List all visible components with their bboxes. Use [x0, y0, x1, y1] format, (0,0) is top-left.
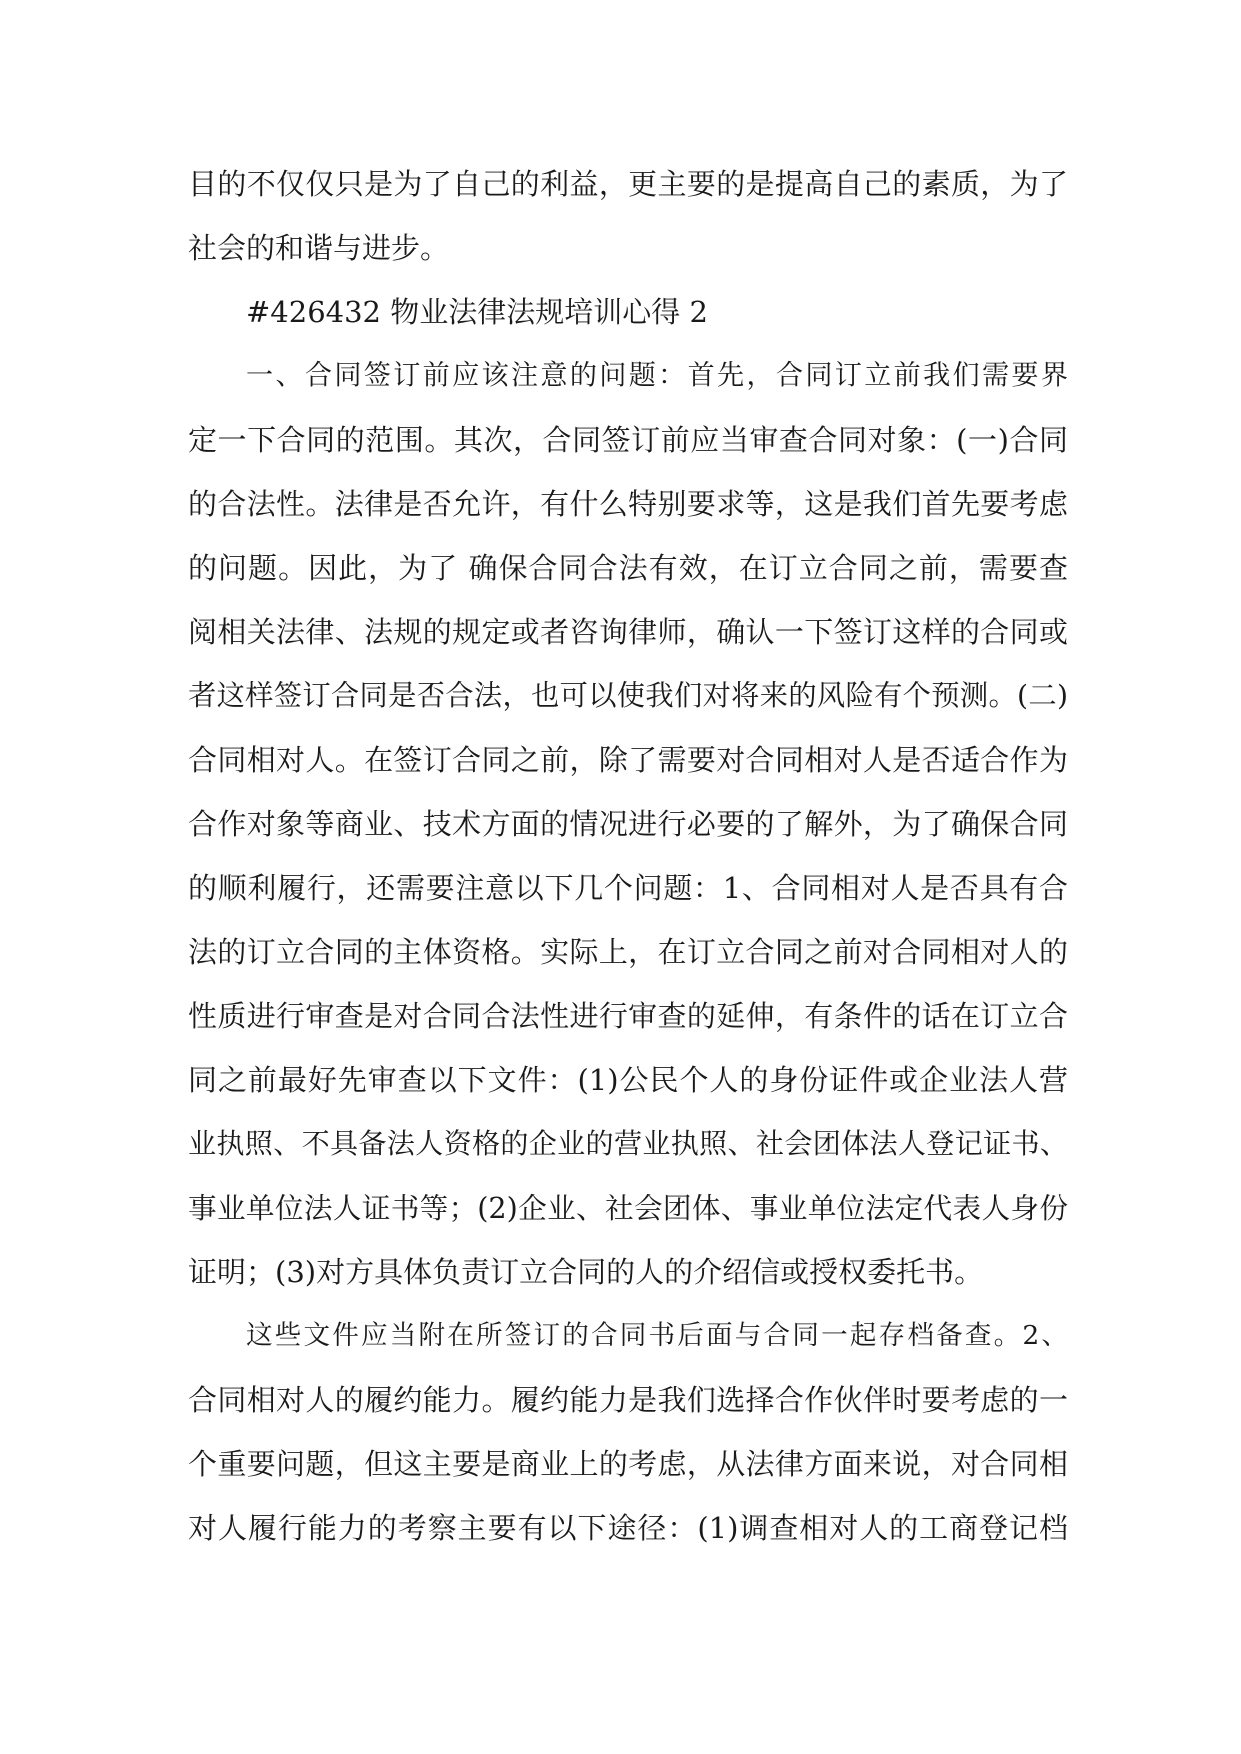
text-line: 目的不仅仅只是为了自己的利益，更主要的是提高自己的素质，为了 [188, 167, 1068, 201]
text-line: 者这样签订合同是否合法，也可以使我们对将来的风险有个预测。(二) [188, 679, 1068, 712]
text-line: 合作对象等商业、技术方面的情况进行必要的了解外，为了确保合同 [188, 807, 1068, 841]
text-line: 法的订立合同的主体资格。实际上，在订立合同之前对合同相对人的 [188, 935, 1068, 969]
text-line: 性质进行审查是对合同合法性进行审查的延伸，有条件的话在订立合 [188, 999, 1068, 1033]
text-line: #426432 物业法律法规培训心得 2 [246, 295, 708, 329]
text-line: 定一下合同的范围。其次，合同签订前应当审查合同对象：(一)合同 [188, 423, 1068, 457]
text-line: 个重要问题，但这主要是商业上的考虑，从法律方面来说，对合同相 [188, 1447, 1068, 1481]
text-line: 阅相关法律、法规的规定或者咨询律师，确认一下签订这样的合同或 [188, 615, 1068, 649]
text-line: 合同相对人。在签订合同之前，除了需要对合同相对人是否适合作为 [188, 743, 1068, 777]
text-line: 这些文件应当附在所签订的合同书后面与合同一起存档备查。2、 [246, 1320, 1068, 1351]
text-line: 证明；(3)对方具体负责订立合同的人的介绍信或授权委托书。 [188, 1255, 984, 1289]
text-line: 的合法性。法律是否允许，有什么特别要求等，这是我们首先要考虑 [188, 487, 1068, 521]
text-line: 合同相对人的履约能力。履约能力是我们选择合作伙伴时要考虑的一 [188, 1383, 1068, 1417]
text-line: 的顺利履行，还需要注意以下几个问题：1、合同相对人是否具有合 [188, 871, 1068, 905]
text-line: 对人履行能力的考察主要有以下途径：(1)调查相对人的工商登记档 [188, 1511, 1068, 1545]
text-line: 事业单位法人证书等；(2)企业、社会团体、事业单位法定代表人身份 [188, 1191, 1068, 1225]
text-line: 的问题。因此，为了 确保合同合法有效，在订立合同之前，需要查 [188, 551, 1068, 585]
text-line: 业执照、不具备法人资格的企业的营业执照、社会团体法人登记证书、 [188, 1127, 1068, 1160]
text-line: 社会的和谐与进步。 [188, 231, 450, 265]
text-line: 一、合同签订前应该注意的问题：首先，合同订立前我们需要界 [246, 360, 1068, 391]
text-line: 同之前最好先审查以下文件：(1)公民个人的身份证件或企业法人营 [188, 1063, 1068, 1097]
document-body [188, 152, 1068, 1560]
